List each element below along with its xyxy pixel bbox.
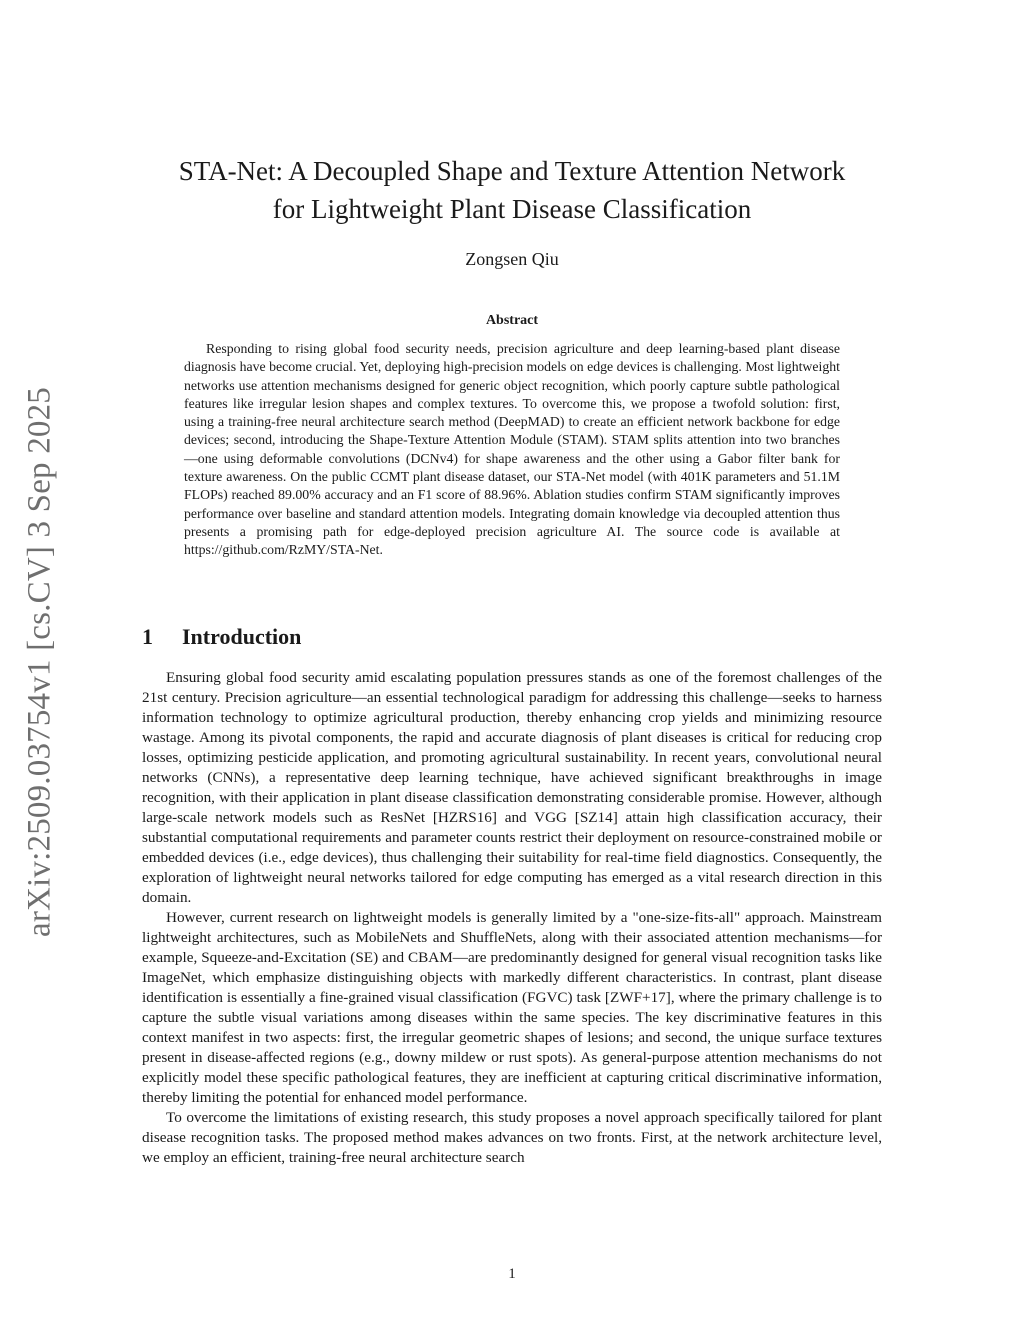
- abstract-heading: Abstract: [485, 313, 539, 328]
- paper-title-line-2: for Lightweight Plant Disease Classification: [272, 194, 752, 224]
- intro-paragraph: Ensuring global food security amid escalating population pressures stands as one of the foremost challenges of the 21st century. Precision agriculture—an essential technological paradigm for addressing this challenge—seeks to harness information technology to optimize agricultural production, thereby enhancing crop yields and minimizing resource wastage. Among its pivotal components, the rapid and accurate diagnosis of plant diseases is critical for reducing crop losses, optimizing pesticide application, and promoting agricultural sustainability. In recent years, convolutional neural networks (CNNs), a representative deep learning technique, have achieved significant breakthroughs in image recognition, with their application in plant disease classification demonstrating considerable promise. However, although large-scale network models such as ResNet [HZRS16] and VGG [SZ14] attain high classification accuracy, their substantial computational requirements and parameter counts restrict their deployment on resource-constrained mobile or embedded devices (i.e., edge devices), thus challenging their suitability for real-time field diagnostics. Consequently, the exploration of lightweight neural networks tailored for edge computing has emerged as a vital research direction in this domain.: [142, 669, 882, 906]
- introduction-body: [142, 668, 882, 1168]
- section-number: 1: [142, 624, 153, 649]
- section-heading: [142, 624, 301, 650]
- section-title: Introduction: [182, 624, 302, 649]
- paper-title: [140, 152, 884, 228]
- paper-title-line-1: STA-Net: A Decoupled Shape and Texture Attention Network: [178, 156, 846, 186]
- abstract-body: Responding to rising global food security needs, precision agriculture and deep learning-based plant disease diagnosis have become crucial. Yet, deploying high-precision models on edge devices is challenging. Most lightweight networks use attention mechanisms designed for generic object recognition, which poorly capture subtle pathological features like irregular lesion shapes and complex textures. To overcome this, we propose a twofold solution: first, using a training-free neural architecture search method (DeepMAD) to create an efficient network backbone for edge devices; second, introducing the Shape-Texture Attention Module (STAM). STAM splits attention into two branches—one using deformable convolutions (DCNv4) for shape awareness and the other using a Gabor filter bank for texture awareness. On the public CCMT plant disease dataset, our STA-Net model (with 401K parameters and 51.1M FLOPs) reached 89.00% accuracy and an F1 score of 88.96%. Ablation studies confirm STAM significantly improves performance over baseline and standard attention models. Integrating domain knowledge via decoupled attention thus presents a promising path for edge-deployed precision agriculture AI. The source code is available at https://github.com/RzMY/STA-Net.: [184, 341, 840, 558]
- intro-paragraph: However, current research on lightweight models is generally limited by a "one-size-fits-all" approach. Mainstream lightweight architectures, such as MobileNets and ShuffleNets, along with their associated attention mechanisms—for example, Squeeze-and-Excitation (SE) and CBAM—are predominantly designed for general visual recognition tasks like ImageNet, which emphasize distinguishing objects with markedly different characteristics. In contrast, plant disease identification is essentially a fine-grained visual classification (FGVC) task [ZWF+17], where the primary challenge is to capture the subtle visual variations among diseases within the same species. The key discriminative features in this context manifest in two aspects: first, the irregular geometric shapes of lesions; and second, the unique surface textures present in disease-affected regions (e.g., downy mildew or rust spots). As general-purpose attention mechanisms do not explicitly model these specific pathological features, they are inefficient at capturing critical discriminative information, thereby limiting the potential for enhanced model performance.: [142, 909, 882, 1106]
- intro-paragraph: To overcome the limitations of existing research, this study proposes a novel approach specifically tailored for plant disease recognition tasks. The proposed method makes advances on two fronts. First, at the network architecture level, we employ an efficient, training-free neural architecture search: [142, 1109, 882, 1166]
- arxiv-identifier-stamp: arXiv:2509.03754v1 [cs.CV] 3 Sep 2025: [21, 386, 58, 938]
- author-name: Zongsen Qiu: [465, 249, 559, 269]
- page-number: 1: [508, 1266, 516, 1282]
